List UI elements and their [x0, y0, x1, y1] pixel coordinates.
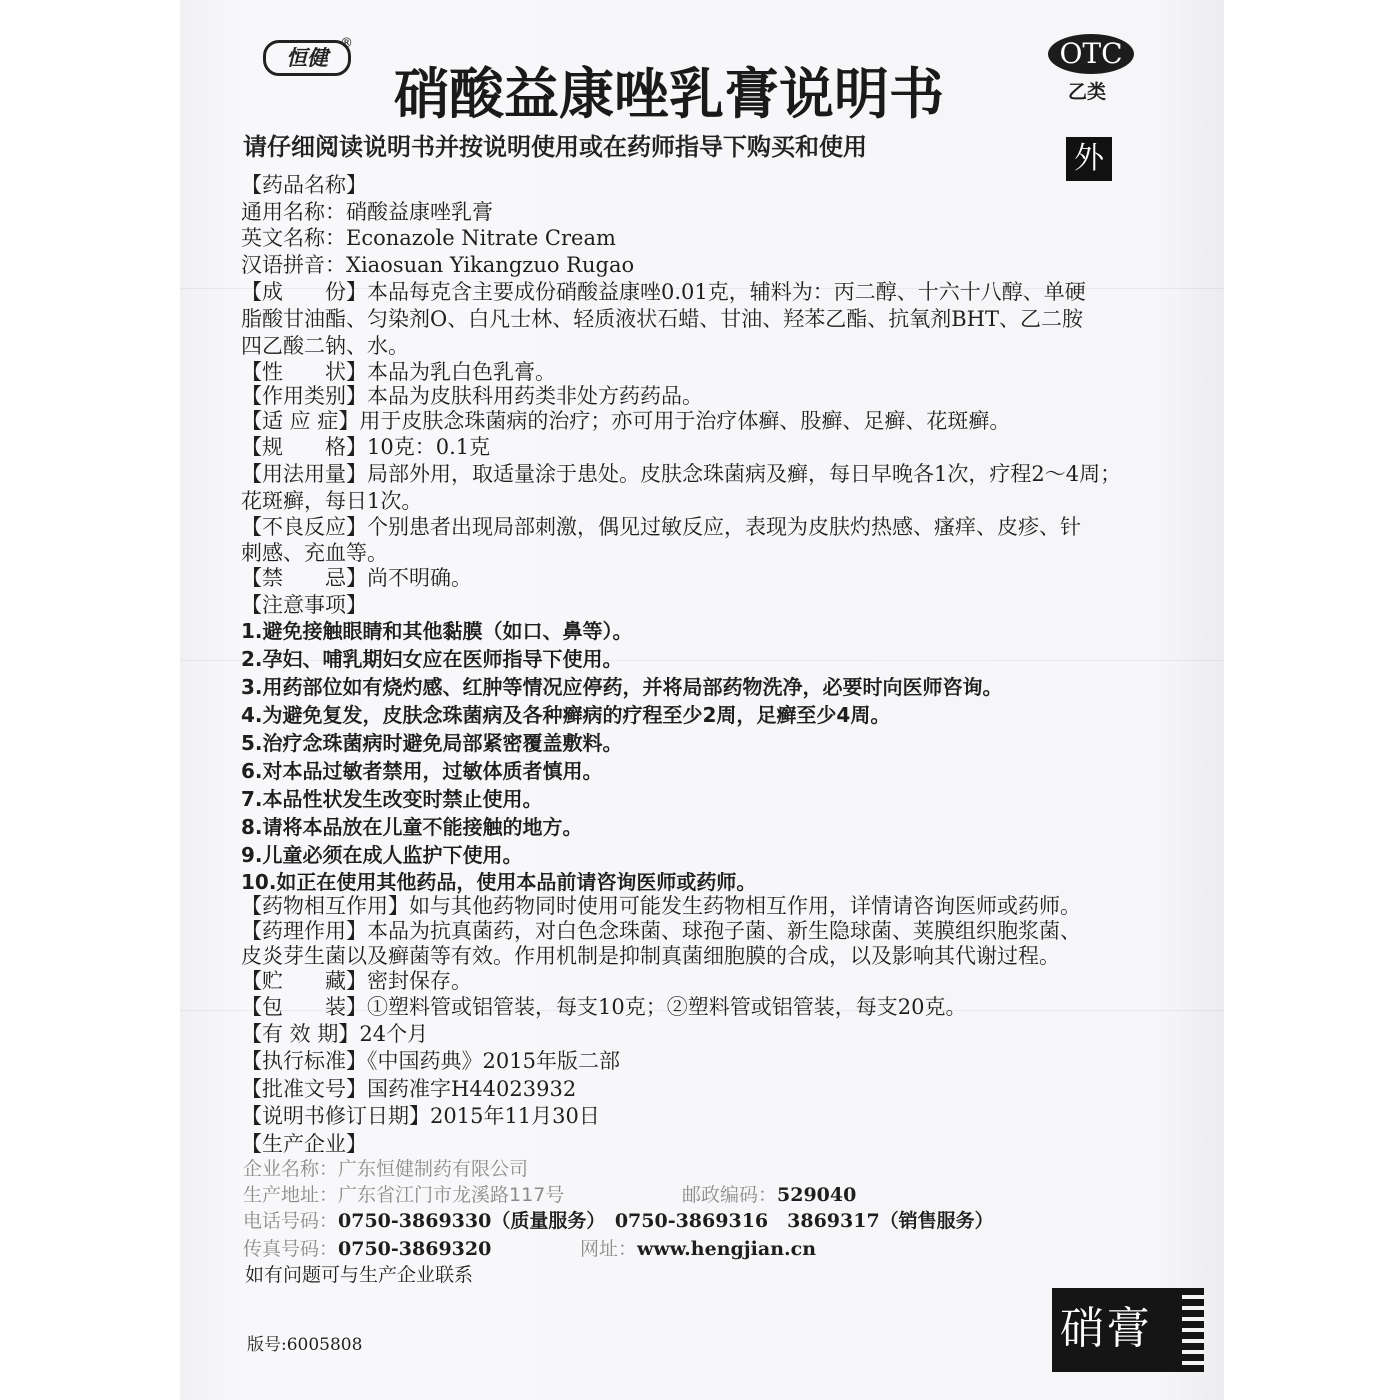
fax-row — [243, 1236, 491, 1262]
usage-warning: 请仔细阅读说明书并按说明使用或在药师指导下购买和使用 — [243, 133, 867, 161]
postcode: 529040 — [777, 1184, 857, 1206]
postcode-row — [682, 1182, 856, 1208]
precaution-item: 1.避免接触眼睛和其他黏膜（如口、鼻等）。 — [241, 619, 633, 643]
info-line: 【用法用量】局部外用，取适量涂于患处。皮肤念珠菌病及癣，每日早晚各1次，疗程2～4周； — [241, 462, 1122, 486]
precaution-item: 3.用药部位如有烧灼感、红肿等情况应停药，并将局部药物洗净，必要时向医师咨询。 — [241, 675, 1003, 699]
precaution-item: 6.对本品过敏者禁用，过敏体质者慎用。 — [241, 759, 603, 783]
fax-label: 传真号码： — [243, 1238, 339, 1260]
info-line: 【有 效 期】24个月 — [241, 1022, 429, 1046]
address-row — [243, 1182, 564, 1208]
info-line: 通用名称：硝酸益康唑乳膏 — [241, 200, 493, 224]
product-code-stamp — [1052, 1288, 1204, 1372]
info-line: 【说明书修订日期】2015年11月30日 — [241, 1104, 600, 1128]
otc-badge: OTC — [1048, 34, 1134, 74]
otc-class-label: 乙类 — [1068, 81, 1107, 103]
info-line: 【执行标准】《中国药典》2015年版二部 — [241, 1049, 620, 1073]
precaution-item: 7.本品性状发生改变时禁止使用。 — [241, 787, 543, 811]
info-line: 【批准文号】国药准字H44023932 — [241, 1077, 577, 1101]
website-row — [580, 1236, 816, 1262]
phone-row — [243, 1208, 994, 1234]
address: 广东省江门市龙溪路117号 — [338, 1184, 565, 1206]
info-line: 【规 格】10克：0.1克 — [241, 435, 491, 459]
address-label: 生产地址： — [243, 1184, 339, 1206]
info-line: 【成 份】本品每克含主要成份硝酸益康唑0.01克，辅料为：丙二醇、十六十八醇、单硬 — [241, 280, 1086, 304]
external-use-mark: 外 — [1066, 137, 1112, 181]
company-name: 广东恒健制药有限公司 — [338, 1158, 529, 1180]
contact-note — [245, 1262, 473, 1288]
contact-text: 如有问题可与生产企业联系 — [245, 1264, 474, 1286]
registered-mark: ® — [340, 36, 353, 51]
stamp-bars — [1182, 1288, 1204, 1372]
info-line: 【包 装】①塑料管或铝管装，每支10克；②塑料管或铝管装，每支20克。 — [241, 995, 967, 1019]
precaution-item: 5.治疗念珠菌病时避免局部紧密覆盖敷料。 — [241, 731, 623, 755]
stamp-label: 硝膏 — [1060, 1303, 1152, 1354]
company-name-label: 企业名称： — [243, 1158, 339, 1180]
info-line: 【不良反应】个别患者出现局部刺激，偶见过敏反应，表现为皮肤灼热感、瘙痒、皮疹、针 — [241, 515, 1081, 539]
precaution-item: 8.请将本品放在儿童不能接触的地方。 — [241, 815, 583, 839]
info-line: 【药理作用】本品为抗真菌药，对白色念珠菌、球孢子菌、新生隐球菌、荚膜组织胞浆菌、 — [241, 919, 1081, 943]
info-line: 【贮 藏】密封保存。 — [241, 969, 472, 993]
section-heading: 【生产企业】 — [241, 1132, 367, 1156]
info-line: 【适 应 症】用于皮肤念珠菌病的治疗；亦可用于治疗体癣、股癣、足癣、花斑癣。 — [241, 409, 1011, 433]
info-line: 脂酸甘油酯、匀染剂O、白凡士林、轻质液状石蜡、甘油、羟苯乙酯、抗氧剂BHT、乙二胺 — [241, 307, 1083, 331]
postcode-label: 邮政编码： — [682, 1184, 778, 1206]
brand-logo: 恒健 — [263, 40, 351, 76]
precaution-item: 9.儿童必须在成人监护下使用。 — [241, 843, 523, 867]
precaution-item: 4.为避免复发，皮肤念珠菌病及各种癣病的疗程至少2周，足癣至少4周。 — [241, 703, 891, 727]
fax-number: 0750-3869320 — [338, 1238, 492, 1260]
info-line: 英文名称：Econazole Nitrate Cream — [241, 226, 616, 250]
info-line: 刺感、充血等。 — [241, 541, 388, 565]
phone-label: 电话号码： — [243, 1210, 339, 1232]
info-line: 【药物相互作用】如与其他药物同时使用可能发生药物相互作用，详情请咨询医师或药师。 — [241, 894, 1081, 918]
info-line: 【性 状】本品为乳白色乳膏。 — [241, 360, 556, 384]
phone-numbers: 0750-3869330（质量服务） 0750-3869316 3869317（销售服务） — [338, 1210, 994, 1232]
info-line: 【禁 忌】尚不明确。 — [241, 566, 472, 590]
info-line: 花斑癣，每日1次。 — [241, 489, 423, 513]
info-line: 【作用类别】本品为皮肤科用药类非处方药药品。 — [241, 384, 703, 408]
website-label: 网址： — [580, 1238, 638, 1260]
website-url[interactable]: www.hengjian.cn — [637, 1238, 817, 1260]
document-title: 硝酸益康唑乳膏说明书 — [394, 62, 945, 126]
info-line: 四乙酸二钠、水。 — [241, 334, 409, 358]
info-line: 汉语拼音：Xiaosuan Yikangzuo Rugao — [241, 253, 635, 277]
company-name-row — [243, 1156, 528, 1182]
section-heading: 【注意事项】 — [241, 593, 367, 617]
precaution-item: 10.如正在使用其他药品，使用本品前请咨询医师或药师。 — [241, 870, 757, 894]
version-number: 版号:6005808 — [247, 1335, 363, 1355]
info-line: 皮炎芽生菌以及癣菌等有效。作用机制是抑制真菌细胞膜的合成，以及影响其代谢过程。 — [241, 944, 1060, 968]
section-heading: 【药品名称】 — [241, 173, 367, 197]
precaution-item: 2.孕妇、哺乳期妇女应在医师指导下使用。 — [241, 647, 623, 671]
